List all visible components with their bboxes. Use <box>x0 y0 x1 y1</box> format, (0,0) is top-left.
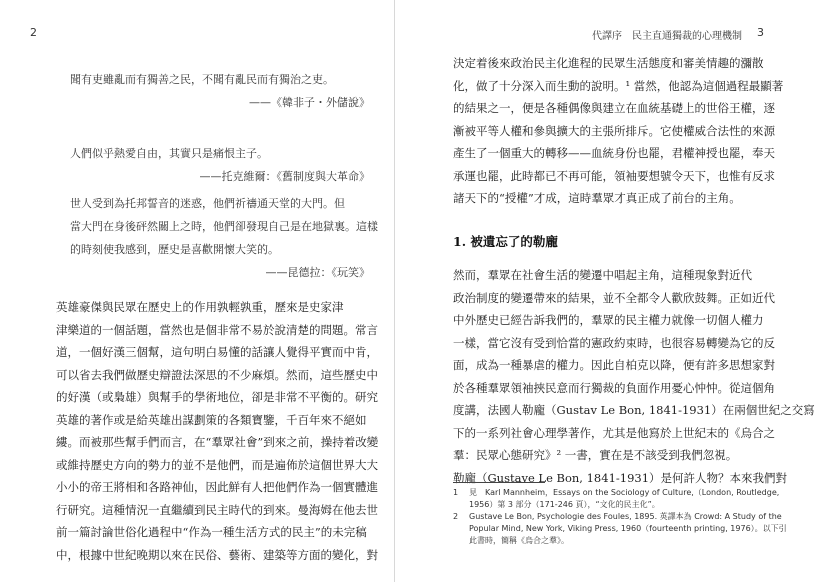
footnote-line: Gustave Le Bon, Psychologie des Foules, 1895. 英譯本為 Crowd: A Study of the <box>469 512 782 521</box>
body-line: 中，根據中世紀晚期以來在民俗、藝術、建築等方面的變化，對 <box>56 547 378 562</box>
footnote-line: 此書時，簡稱《烏合之羣》。 <box>469 536 569 545</box>
footnote-divider <box>453 482 545 483</box>
right-page <box>395 0 815 582</box>
body-line: 的結果之一，便是各種偶像與建立在血統基礎上的世俗王權，逐 <box>453 101 775 115</box>
quote-line: 的時刻使我感到，歷史是喜歡開懷大笑的。 <box>70 243 279 256</box>
footnotes <box>453 487 787 547</box>
body-line: 英雄的著作或是給英雄出謀劃策的各類寶鑒，千百年來不絕如 <box>56 412 367 427</box>
body-line: 產生了一個重大的轉移——血統身份也罷，君權神授也罷，奉天 <box>453 146 775 160</box>
body-line: 一樣，當它沒有受到恰當的憲政約束時，也很容易轉變為它的反 <box>453 335 775 350</box>
body-line: 然而，羣眾在社會生活的變遷中唱起主角，這種現象對近代 <box>453 268 752 282</box>
quote-source: ——昆德拉：《玩笑》 <box>265 266 370 279</box>
body-line: 度講，法國人勒龐（Gustav Le Bon, 1841-1931）在兩個世紀之交寫 <box>453 403 815 417</box>
quote-source: ——托克維爾：《舊制度與大革命》 <box>199 170 370 183</box>
body-line: 小小的帝王將相和各路神仙，因此鮮有人把他們作為一個實體進 <box>56 480 378 494</box>
left-body-text <box>56 296 379 566</box>
body-line: 道，一個好漢三個幫，這句明白易懂的話讓人覺得平實而中肯， <box>56 345 378 359</box>
body-line: 下的一系列社會心理學著作，尤其是他寫於上世紀末的《烏合之 <box>453 425 775 440</box>
body-line: 漸被平等人權和參與擴大的主張所排斥。它使權威合法性的來源 <box>453 123 775 138</box>
body-line: 英雄豪傑與民眾在歷史上的作用孰輕孰重，歷來是史家津 <box>56 300 344 314</box>
footnote-1 <box>453 487 780 511</box>
body-line: 中外歷史已經告訴我們的，羣眾的民主權力就像一切個人權力 <box>453 313 764 327</box>
page-number-right: 3 <box>757 26 764 39</box>
section-body-text <box>453 264 815 489</box>
footnote-line: Popular Mind, New York, Viking Press, 1960（fourteenth printing, 1976）。以下引 <box>469 524 787 533</box>
body-line: 津樂道的一個話題，當然也是個非常不易於說清楚的問題。常言 <box>56 322 378 337</box>
running-head: 代譯序 民主直通獨裁的心理機制 <box>592 31 742 42</box>
right-body-text <box>453 52 784 210</box>
body-line: 勒龐（Gustave Le Bon, 1841-1931）是何許人物？本來我們對 <box>453 470 788 485</box>
footnote-line: 1956）第 3 部分（171-246 頁），“文化的民主化”。 <box>469 500 660 509</box>
epigraph-quote-2 <box>70 142 370 188</box>
body-line: 前一篇討論世俗化過程中“作為一種生活方式的民主”的未完稿 <box>56 525 367 539</box>
quote-line: 當大門在身後砰然關上之時，他們卻發現自己是在地獄裏。這樣 <box>70 220 378 233</box>
body-line: 政治制度的變遷帶來的結果，並不全都令人歡欣鼓舞。正如近代 <box>453 290 775 305</box>
footnote-number: 1 <box>453 488 459 497</box>
footnote-2 <box>453 511 787 547</box>
body-line: 化，做了十分深入而生動的說明。¹ 當然，他認為這個過程最顯著 <box>453 78 784 93</box>
epigraph-quote-3 <box>70 192 378 284</box>
left-page <box>0 0 395 582</box>
body-line: 羣：民眾心態研究》² 一書，實在是不該受到我們忽視。 <box>453 448 738 462</box>
quote-line: 世人受到為托邦誓音的迷惑，他們祈禱通天堂的大門。但 <box>70 197 345 210</box>
body-line: 決定着後來政治民主化進程的民眾生活態度和審美情趣的瀰散 <box>453 56 764 70</box>
quote-line: 人們似乎熱愛自由，其實只是痛恨主子。 <box>70 147 268 160</box>
epigraph-quote-1 <box>70 68 370 114</box>
body-line: 面，成為一種暴虐的權力。因此自柏克以降，便有許多思想家對 <box>453 358 775 372</box>
body-line: 縷。而被那些幫手們而言，在“羣眾社會”到來之前，操持着改變 <box>56 435 379 449</box>
body-line: 行研究。這種情況一直繼續到民主時代的到來。曼海姆在他去世 <box>56 502 378 517</box>
section-heading: 1. 被遺忘了的勒龐 <box>453 234 558 249</box>
footnote-number: 2 <box>453 512 459 521</box>
body-line: 可以省去我們做歷史辯證法深思的不少麻煩。然而，這些歷史中 <box>56 367 378 382</box>
quote-line: 聞有吏雖亂而有獨善之民，不聞有亂民而有獨治之吏。 <box>70 73 334 86</box>
body-line: 承運也罷，此時都已不再可能，領袖要想號令天下，也惟有反求 <box>453 168 775 183</box>
body-line: 或維持歷史方向的勢力的並不是他們，而是遍佈於這個世界大大 <box>56 457 378 472</box>
body-line: 於各種羣眾領袖挾民意而行獨裁的負面作用憂心忡忡。從這個角 <box>453 380 775 395</box>
body-line: 的好漢（或梟雄）與幫手的學術地位，卻是非常不平衡的。研究 <box>56 390 378 404</box>
quote-source: ——《韓非子・外儲說》 <box>249 96 370 109</box>
footnote-line: 見 Karl Mannheim，Essays on the Sociology of Culture,（London, Routledge, <box>469 488 780 497</box>
page-number-left: 2 <box>30 26 37 39</box>
body-line: 諸天下的“授權”才成，這時羣眾才真正成了前台的主角。 <box>453 191 741 205</box>
